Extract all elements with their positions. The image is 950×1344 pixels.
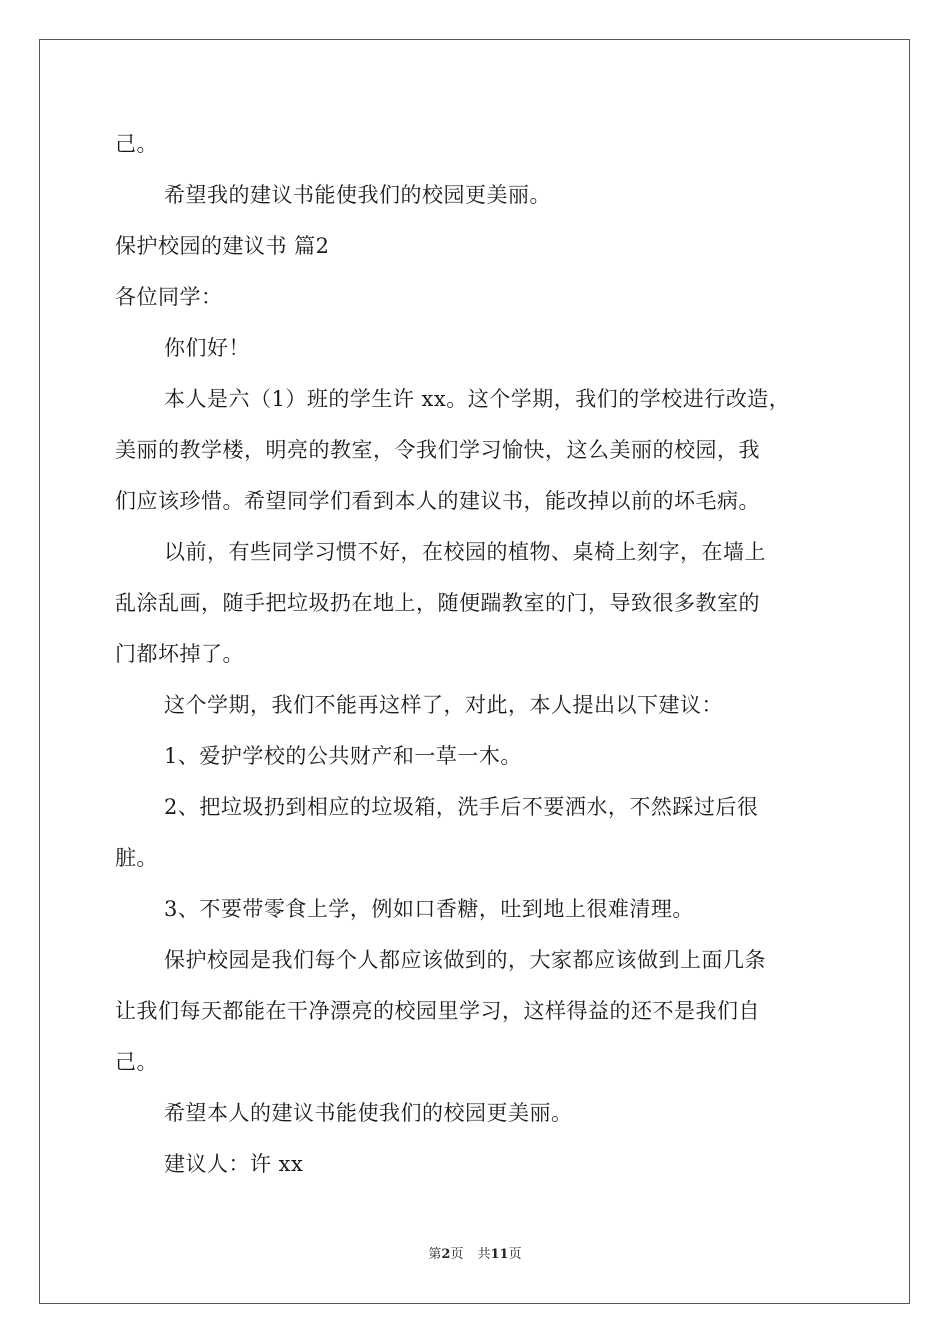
page-footer bbox=[0, 1247, 950, 1263]
paragraph-line: 以前，有些同学习惯不好，在校园的植物、桌椅上刻字，在墙上 bbox=[164, 540, 766, 564]
paragraph-line: 这个学期，我们不能再这样了，对此，本人提出以下建议： bbox=[164, 693, 723, 717]
total-prefix: 共 bbox=[477, 1247, 491, 1262]
paragraph-line: 希望我的建议书能使我们的校园更美丽。 bbox=[164, 183, 551, 207]
paragraph-line: 保护校园是我们每个人都应该做到的，大家都应该做到上面几条 bbox=[164, 948, 766, 972]
paragraph-line: 乱涂乱画，随手把垃圾扔在地上，随便踹教室的门，导致很多教室的 bbox=[115, 591, 760, 615]
greeting: 你们好！ bbox=[164, 336, 250, 360]
list-item: 3、不要带零食上学，例如口香糖，吐到地上很难清理。 bbox=[164, 897, 694, 921]
list-item: 2、把垃圾扔到相应的垃圾箱，洗手后不要洒水，不然踩过后很 bbox=[164, 795, 759, 819]
paragraph-line: 己。 bbox=[115, 1050, 158, 1074]
page-number: 2 bbox=[441, 1247, 451, 1262]
paragraph-line: 门都坏掉了。 bbox=[115, 642, 244, 666]
list-item: 1、爱护学校的公共财产和一草一木。 bbox=[164, 744, 522, 768]
paragraph-line: 们应该珍惜。希望同学们看到本人的建议书，能改掉以前的坏毛病。 bbox=[115, 489, 760, 513]
paragraph-line: 本人是六（1）班的学生许 xx。这个学期，我们的学校进行改造， bbox=[164, 387, 791, 411]
page-suffix: 页 bbox=[450, 1247, 464, 1262]
total-pages: 11 bbox=[490, 1247, 509, 1262]
paragraph-line: 美丽的教学楼，明亮的教室，令我们学习愉快，这么美丽的校园，我 bbox=[115, 438, 760, 462]
salutation: 各位同学： bbox=[115, 285, 223, 309]
paragraph-line: 让我们每天都能在干净漂亮的校园里学习，这样得益的还不是我们自 bbox=[115, 999, 760, 1023]
signature-line: 建议人：许 xx bbox=[164, 1152, 304, 1176]
total-suffix: 页 bbox=[508, 1247, 522, 1262]
paragraph-line: 己。 bbox=[115, 132, 158, 156]
paragraph-line: 希望本人的建议书能使我们的校园更美丽。 bbox=[164, 1101, 573, 1125]
section-heading: 保护校园的建议书 篇2 bbox=[115, 234, 330, 258]
page-prefix: 第 bbox=[428, 1247, 442, 1262]
document-body bbox=[115, 132, 840, 1176]
paragraph-line: 脏。 bbox=[115, 846, 158, 870]
